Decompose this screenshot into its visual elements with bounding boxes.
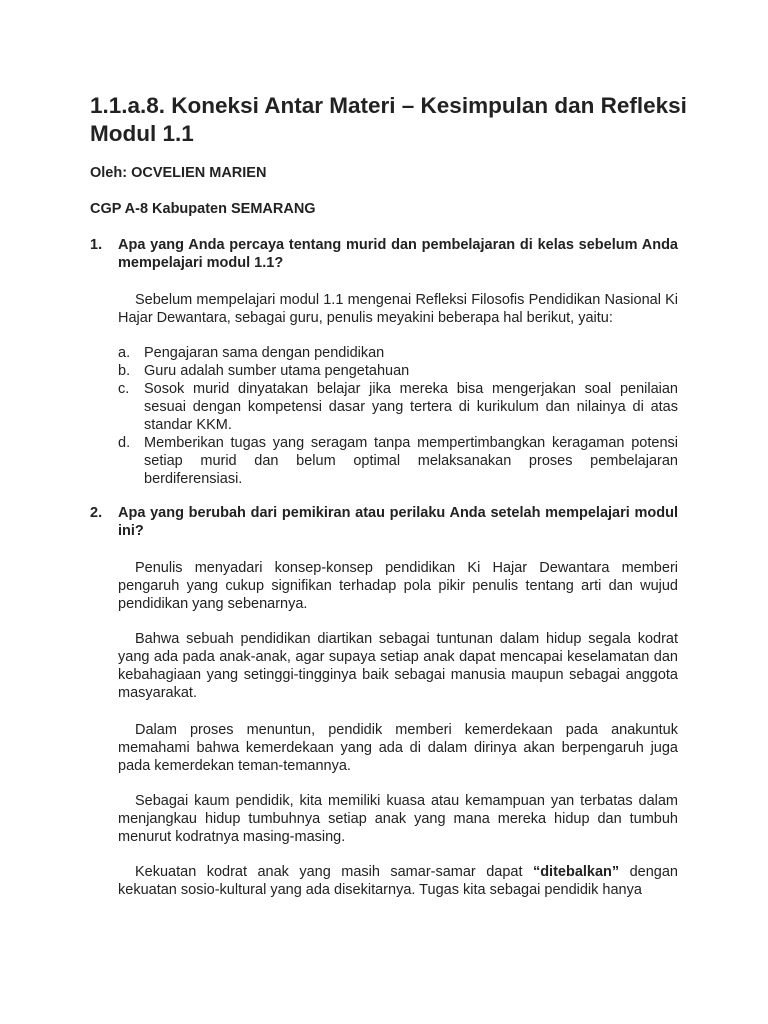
paragraph: Sebagai kaum pendidik, kita memiliki kuasa atau kemampuan yan terbatas dalam menjangkau hidup tumbuhnya setiap anak yang mana mereka hidup dan tumbuh menurut kodratnya masing-masing. [118, 793, 678, 845]
paragraph-text-before: Kekuatan kodrat anak yang masih samar-samar dapat [135, 864, 533, 880]
paragraph-text-after: dengan kekuatan sosio-kultural yang ada disekitarnya. Tugas kita sebagai pendidik hanya [118, 864, 678, 898]
list-item-text: Sosok murid dinyatakan belajar jika mereka bisa mengerjakan soal penilaian sesuai dengan kompetensi dasar yang tertera di kurikulum dan nilainya di atas standar KKM. [144, 381, 678, 433]
list-item-text: Pengajaran sama dengan pendidikan [144, 345, 385, 361]
paragraph: Dalam proses menuntun, pendidik memberi kemerdekaan pada anakuntuk memahami bahwa kemerdekaan yang ada di dalam dirinya akan berpengaruh juga pada kemerdekan teman-temannya. [118, 722, 678, 774]
list-item [118, 362, 678, 380]
question-text: Apa yang Anda percaya tentang murid dan pembelajaran di kelas sebelum Anda mempelajari modul 1.1? [118, 237, 678, 271]
question-1 [90, 236, 678, 272]
question-1-intro: Sebelum mempelajari modul 1.1 mengenai Refleksi Filosofis Pendidikan Nasional Ki Hajar Dewantara, sebagai guru, penulis meyakini beberapa hal berikut, yaitu: [118, 292, 678, 326]
list-marker: c. [118, 381, 130, 397]
list-marker: a. [118, 345, 131, 361]
list-item [118, 434, 678, 488]
paragraph: Bahwa sebuah pendidikan diartikan sebagai tuntunan dalam hidup segala kodrat yang ada pada anak-anak, agar supaya setiap anak dapat mencapai keselamatan dan kebahagiaan yang setinggi-tingginya baik sebagai manusia maupun sebagai anggota masyarakat. [118, 631, 678, 701]
belief-list [118, 344, 678, 488]
list-marker: d. [118, 435, 131, 451]
question-text: Apa yang berubah dari pemikiran atau perilaku Anda setelah mempelajari modul ini? [118, 505, 678, 539]
question-2 [90, 504, 678, 540]
group-line: CGP A-8 Kabupaten SEMARANG [90, 201, 316, 217]
document-title: 1.1.a.8. Koneksi Antar Materi – Kesimpulan dan Refleksi Modul 1.1 [90, 93, 687, 146]
list-item-text: Memberikan tugas yang seragam tanpa mempertimbangkan keragaman potensi setiap murid dan belum optimal melaksanakan proses pembelajaran berdiferensiasi. [144, 435, 678, 487]
question-number: 2. [90, 505, 103, 521]
paragraph: Penulis menyadari konsep-konsep pendidikan Ki Hajar Dewantara memberi pengaruh yang cukup signifikan terhadap pola pikir penulis tentang arti dan wujud pendidikan yang sebenarnya. [118, 560, 678, 612]
paragraph-last [118, 863, 678, 899]
list-item [118, 380, 678, 434]
author-line: Oleh: OCVELIEN MARIEN [90, 165, 267, 181]
list-item-text: Guru adalah sumber utama pengetahuan [144, 363, 410, 379]
list-marker: b. [118, 363, 131, 379]
list-item [118, 344, 678, 362]
question-number: 1. [90, 237, 103, 253]
emphasized-term: “ditebalkan” [532, 864, 620, 880]
